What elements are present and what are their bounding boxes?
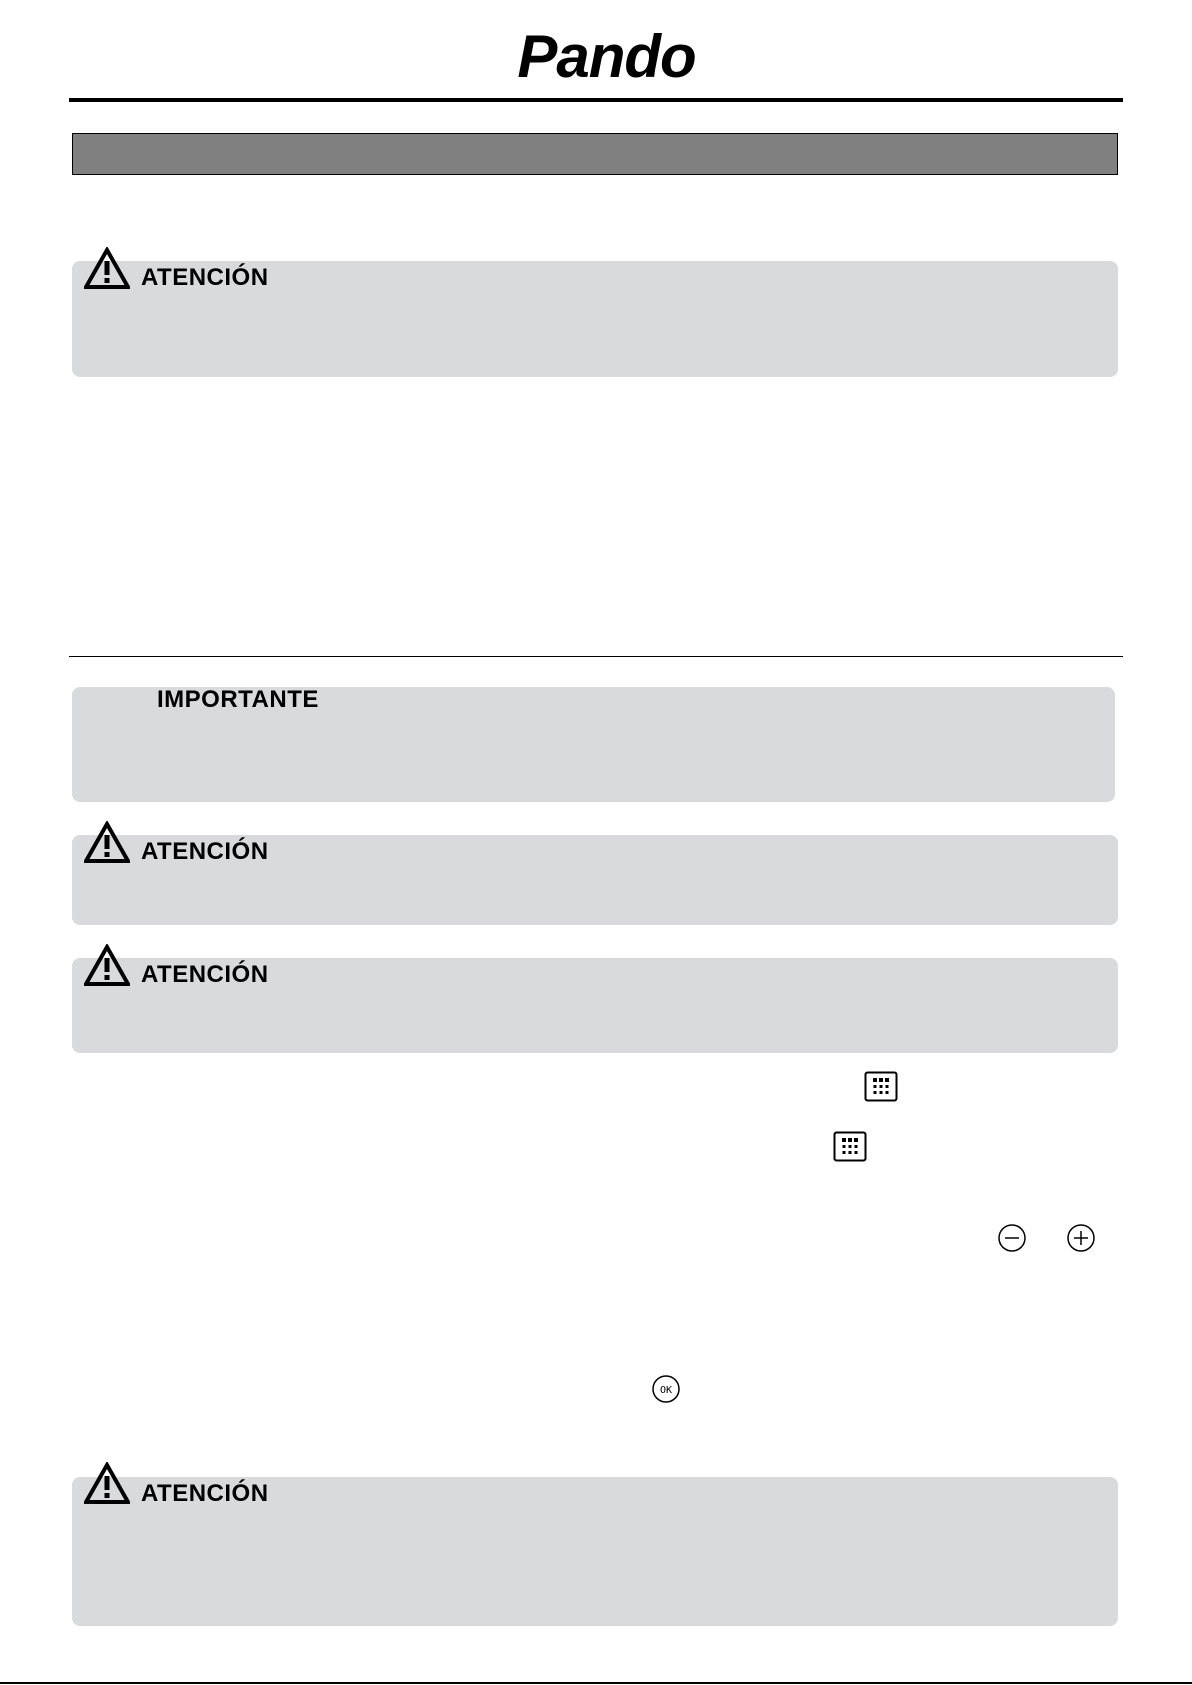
header-rule — [69, 98, 1123, 102]
attention-label: ATENCIÓN — [141, 838, 269, 865]
attention-label: ATENCIÓN — [141, 264, 269, 291]
ok-button-icon — [651, 1374, 681, 1404]
menu-grid-icon — [833, 1131, 867, 1162]
warning-triangle-icon — [84, 821, 130, 863]
minus-circle-icon — [997, 1223, 1027, 1253]
section-header-bar — [72, 133, 1118, 175]
attention-label: ATENCIÓN — [141, 1480, 269, 1507]
brand-logo: Pando — [517, 23, 696, 90]
ok-label: OK — [659, 1385, 673, 1396]
important-label: IMPORTANTE — [157, 686, 319, 713]
attention-label: ATENCIÓN — [141, 961, 269, 988]
section-divider — [69, 656, 1123, 657]
warning-triangle-icon — [84, 247, 130, 289]
warning-triangle-icon — [84, 944, 130, 986]
menu-grid-icon — [864, 1071, 898, 1102]
footer-rule — [0, 1682, 1192, 1684]
warning-triangle-icon — [84, 1462, 130, 1504]
plus-circle-icon — [1066, 1223, 1096, 1253]
